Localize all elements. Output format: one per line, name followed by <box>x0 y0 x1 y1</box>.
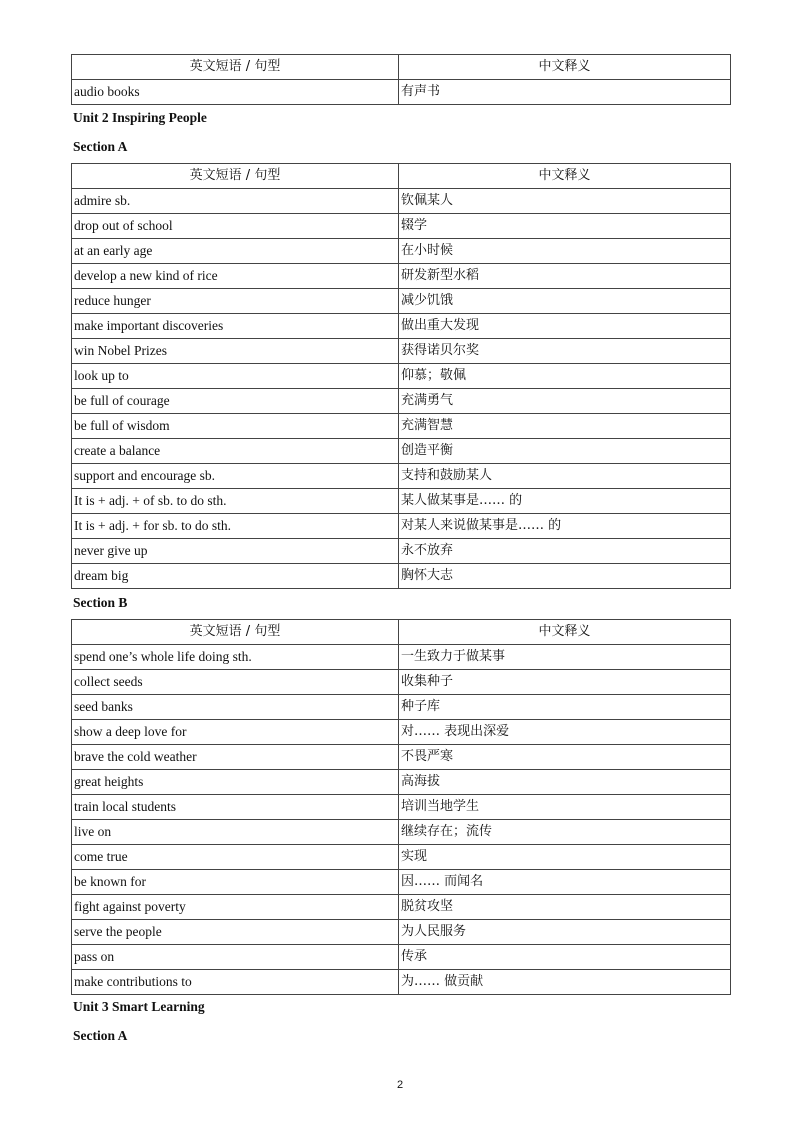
english-phrase-cell: never give up <box>72 539 399 564</box>
chinese-meaning-cell: 胸怀大志 <box>399 564 731 589</box>
header-english-phrase: 英文短语 / 句型 <box>72 55 399 80</box>
chinese-meaning-cell: 在小时候 <box>399 239 731 264</box>
table-row <box>72 439 731 464</box>
table-row <box>72 539 731 564</box>
english-phrase-cell: It is + adj. + of sb. to do sth. <box>72 489 399 514</box>
table-row <box>72 720 731 745</box>
table-row <box>72 695 731 720</box>
table-row <box>72 289 731 314</box>
english-phrase-cell: live on <box>72 820 399 845</box>
chinese-meaning-cell: 收集种子 <box>399 670 731 695</box>
chinese-meaning-cell: 实现 <box>399 845 731 870</box>
chinese-meaning-cell: 传承 <box>399 945 731 970</box>
table-row <box>72 189 731 214</box>
english-phrase-cell: train local students <box>72 795 399 820</box>
chinese-meaning-cell: 减少饥饿 <box>399 289 731 314</box>
table-header-row <box>72 620 731 645</box>
chinese-meaning-cell: 对某人来说做某事是…… 的 <box>399 514 731 539</box>
chinese-meaning-cell: 某人做某事是…… 的 <box>399 489 731 514</box>
table-row <box>72 214 731 239</box>
table-row <box>72 239 731 264</box>
table-row <box>72 339 731 364</box>
chinese-meaning-cell: 永不放弃 <box>399 539 731 564</box>
chinese-meaning-cell: 钦佩某人 <box>399 189 731 214</box>
english-phrase-cell: make important discoveries <box>72 314 399 339</box>
table-row <box>72 920 731 945</box>
english-phrase-cell: serve the people <box>72 920 399 945</box>
table-row <box>72 314 731 339</box>
section-a-heading: Section A <box>73 139 128 154</box>
table-row <box>72 264 731 289</box>
chinese-meaning-cell: 为人民服务 <box>399 920 731 945</box>
vocab-table-unit1-continued <box>71 54 731 105</box>
english-phrase-cell: fight against poverty <box>72 895 399 920</box>
english-phrase-cell: audio books <box>72 80 399 105</box>
english-phrase-cell: spend one’s whole life doing sth. <box>72 645 399 670</box>
table-row <box>72 389 731 414</box>
header-chinese-meaning: 中文释义 <box>399 164 731 189</box>
table-header-row <box>72 164 731 189</box>
english-phrase-cell: make contributions to <box>72 970 399 995</box>
chinese-meaning-cell: 获得诺贝尔奖 <box>399 339 731 364</box>
table-row <box>72 770 731 795</box>
english-phrase-cell: look up to <box>72 364 399 389</box>
english-phrase-cell: be known for <box>72 870 399 895</box>
chinese-meaning-cell: 辍学 <box>399 214 731 239</box>
english-phrase-cell: develop a new kind of rice <box>72 264 399 289</box>
english-phrase-cell: be full of wisdom <box>72 414 399 439</box>
chinese-meaning-cell: 有声书 <box>399 80 731 105</box>
page-number: 2 <box>396 1079 404 1091</box>
chinese-meaning-cell: 因…… 而闻名 <box>399 870 731 895</box>
english-phrase-cell: win Nobel Prizes <box>72 339 399 364</box>
english-phrase-cell: seed banks <box>72 695 399 720</box>
table-row <box>72 870 731 895</box>
english-phrase-cell: brave the cold weather <box>72 745 399 770</box>
chinese-meaning-cell: 做出重大发现 <box>399 314 731 339</box>
english-phrase-cell: support and encourage sb. <box>72 464 399 489</box>
table-row <box>72 820 731 845</box>
chinese-meaning-cell: 支持和鼓励某人 <box>399 464 731 489</box>
table-row <box>72 645 731 670</box>
table-row <box>72 945 731 970</box>
chinese-meaning-cell: 不畏严寒 <box>399 745 731 770</box>
table-row <box>72 895 731 920</box>
chinese-meaning-cell: 为…… 做贡献 <box>399 970 731 995</box>
english-phrase-cell: pass on <box>72 945 399 970</box>
section-a-heading-unit3: Section A <box>73 1028 128 1043</box>
unit-3-title: Unit 3 Smart Learning <box>73 999 205 1014</box>
header-english-phrase: 英文短语 / 句型 <box>72 164 399 189</box>
english-phrase-cell: reduce hunger <box>72 289 399 314</box>
table-row <box>72 970 731 995</box>
chinese-meaning-cell: 创造平衡 <box>399 439 731 464</box>
english-phrase-cell: show a deep love for <box>72 720 399 745</box>
table-row <box>72 745 731 770</box>
header-english-phrase: 英文短语 / 句型 <box>72 620 399 645</box>
table-row <box>72 845 731 870</box>
vocab-table-unit2-section-b <box>71 619 731 995</box>
chinese-meaning-cell: 继续存在；流传 <box>399 820 731 845</box>
table-header-row <box>72 55 731 80</box>
table-row <box>72 514 731 539</box>
english-phrase-cell: It is + adj. + for sb. to do sth. <box>72 514 399 539</box>
chinese-meaning-cell: 培训当地学生 <box>399 795 731 820</box>
header-chinese-meaning: 中文释义 <box>399 620 731 645</box>
chinese-meaning-cell: 充满智慧 <box>399 414 731 439</box>
chinese-meaning-cell: 一生致力于做某事 <box>399 645 731 670</box>
table-row <box>72 564 731 589</box>
english-phrase-cell: come true <box>72 845 399 870</box>
chinese-meaning-cell: 仰慕；敬佩 <box>399 364 731 389</box>
chinese-meaning-cell: 种子库 <box>399 695 731 720</box>
section-b-heading: Section B <box>73 595 128 610</box>
english-phrase-cell: collect seeds <box>72 670 399 695</box>
chinese-meaning-cell: 脱贫攻坚 <box>399 895 731 920</box>
english-phrase-cell: great heights <box>72 770 399 795</box>
english-phrase-cell: be full of courage <box>72 389 399 414</box>
unit-2-title: Unit 2 Inspiring People <box>73 110 207 125</box>
chinese-meaning-cell: 对…… 表现出深爱 <box>399 720 731 745</box>
table-row <box>72 80 731 105</box>
english-phrase-cell: create a balance <box>72 439 399 464</box>
table-row <box>72 414 731 439</box>
english-phrase-cell: admire sb. <box>72 189 399 214</box>
vocab-table-unit2-section-a <box>71 163 731 589</box>
table-row <box>72 464 731 489</box>
english-phrase-cell: dream big <box>72 564 399 589</box>
table-row <box>72 795 731 820</box>
header-chinese-meaning: 中文释义 <box>399 55 731 80</box>
table-row <box>72 670 731 695</box>
chinese-meaning-cell: 充满勇气 <box>399 389 731 414</box>
english-phrase-cell: drop out of school <box>72 214 399 239</box>
table-row <box>72 489 731 514</box>
chinese-meaning-cell: 研发新型水稻 <box>399 264 731 289</box>
english-phrase-cell: at an early age <box>72 239 399 264</box>
table-row <box>72 364 731 389</box>
chinese-meaning-cell: 高海拔 <box>399 770 731 795</box>
